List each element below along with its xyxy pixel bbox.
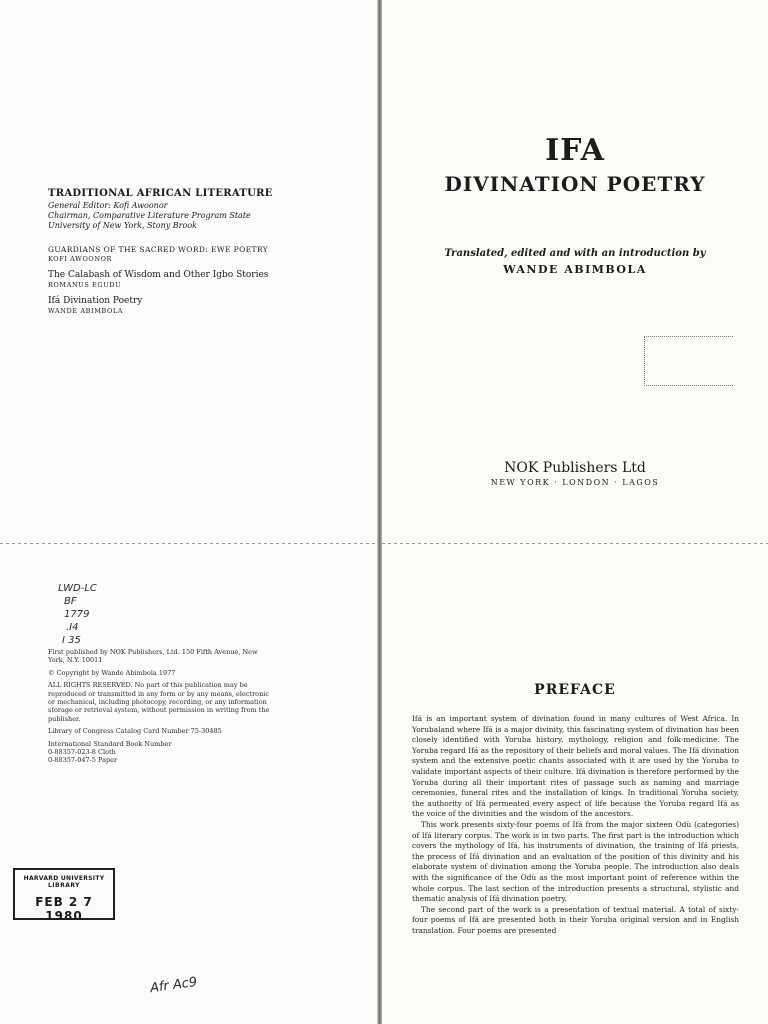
series-book bbox=[48, 244, 278, 264]
translator-name: WANDE ABIMBOLA bbox=[503, 263, 647, 276]
translator-credit: Translated, edited and with an introduction by bbox=[444, 248, 706, 259]
preface-paragraph: This work presents sixty-four poems of Ifá from the major sixteen Odù (categories) of Ifá literary corpus. The work is in two parts. The first part is the introduction which covers the mythology of Ifá, his instruments of divination, the training of Ifá priests, the process of Ifá divination and an evaluation of the position of this divinity and his elaborate system of divination among the Yoruba people. The introduction also deals with the significance of the Odù as the most important point of reference within the whole corpus. The last section of the introduction presents a structural, stylistic and thematic analysis of Ifá divination poetry. bbox=[412, 819, 739, 904]
copyright-block bbox=[48, 648, 273, 765]
handwritten-line: I 35 bbox=[62, 635, 81, 646]
stamp-institution: HARVARD UNIVERSITY bbox=[23, 875, 105, 882]
handwritten-line: 1779 bbox=[64, 609, 90, 620]
library-stamp bbox=[13, 868, 115, 923]
preface-heading: PREFACE bbox=[534, 682, 616, 698]
general-editor: General Editor: Kofi Awoonor bbox=[48, 201, 168, 210]
series-book-list bbox=[48, 244, 278, 322]
preface-body bbox=[412, 714, 739, 936]
published-by: First published by NOK Publishers, Ltd. 150 Fifth Avenue, New York, N.Y. 10011 bbox=[48, 648, 258, 665]
book-author: ROMANUS EGUDU bbox=[48, 281, 122, 289]
stamp-library: LIBRARY bbox=[47, 882, 81, 889]
chairman-line: Chairman, Comparative Literature Program State University of New York, Stony Brook bbox=[48, 211, 251, 230]
faint-library-mark bbox=[644, 336, 733, 386]
handwritten-call-number bbox=[58, 582, 97, 647]
page-divider bbox=[382, 543, 768, 544]
publisher-name: NOK Publishers Ltd bbox=[504, 460, 646, 476]
book-title: Ifá Divination Poetry bbox=[48, 296, 143, 306]
handwritten-shelfmark: Afr Ac9 bbox=[149, 974, 199, 997]
book-title: The Calabash of Wisdom and Other Igbo Stories bbox=[48, 270, 269, 280]
lccn: Library of Congress Catalog Card Number 75-30485 bbox=[48, 727, 222, 736]
isbn-paper: 0-88357-047-5 Paper bbox=[48, 756, 118, 765]
book-author: KOFI AWOONOR bbox=[48, 255, 113, 263]
book-subtitle: DIVINATION POETRY bbox=[444, 172, 706, 196]
isbn-cloth: 0-88357-023-8 Cloth bbox=[48, 748, 116, 757]
series-title: TRADITIONAL AFRICAN LITERATURE bbox=[48, 188, 273, 199]
handwritten-line: LWD-LC bbox=[58, 583, 97, 594]
copyright-line: © Copyright by Wande Abimbola 1977 bbox=[48, 668, 176, 677]
right-page bbox=[382, 0, 768, 1024]
series-book bbox=[48, 296, 278, 316]
preface-paragraph: Ifá is an important system of divination found in many cultures of West Africa. In Yorubaland where Ifá is a major divinity, this fascinating system of divination has been closely identified with Yoruba history, mythology, religion and folk-medicine. The Yoruba regard Ifá as the repository of their beliefs and moral values. The Ifá divination system and the extensive poetic chants associated with it are used by the Yoruba to validate important aspects of their culture. Ifá divination is therefore performed by the Yoruba during all their important rites of passage such as naming and marriage ceremonies, funeral rites and the installation of kings. In traditional Yoruba society, the authority of Ifá permeated every aspect of life because the Yoruba regard Ifá as the voice of the divinities and the wisdom of the ancestors. bbox=[412, 714, 739, 819]
stamp-date: FEB 2 7 1980 bbox=[35, 895, 93, 923]
series-book bbox=[48, 270, 278, 290]
page-divider bbox=[0, 543, 378, 544]
isbn-heading: International Standard Book Number bbox=[48, 739, 172, 748]
book-title: GUARDIANS OF THE SACRED WORD: EWE POETRY bbox=[48, 245, 269, 254]
book-author: WANDE ABIMBOLA bbox=[48, 307, 124, 315]
handwritten-line: .I4 bbox=[66, 622, 79, 633]
publisher-cities: NEW YORK · LONDON · LAGOS bbox=[490, 478, 660, 487]
book-title: IFA bbox=[545, 133, 605, 168]
preface-paragraph: The second part of the work is a presentation of textual material. A total of sixty-four poems of Ifá are presented both in their Yoruba original version and in English translation. Four poems are presented bbox=[412, 904, 739, 935]
left-page bbox=[0, 0, 378, 1024]
rights-statement: ALL RIGHTS RESERVED. No part of this publication may be reproduced or transmitted in any form or by any means, electronic or mechanical, including photocopy, recording, or any information storage or retrieval system, without permission in writing from the publisher. bbox=[48, 681, 270, 723]
handwritten-line: BF bbox=[64, 596, 77, 607]
